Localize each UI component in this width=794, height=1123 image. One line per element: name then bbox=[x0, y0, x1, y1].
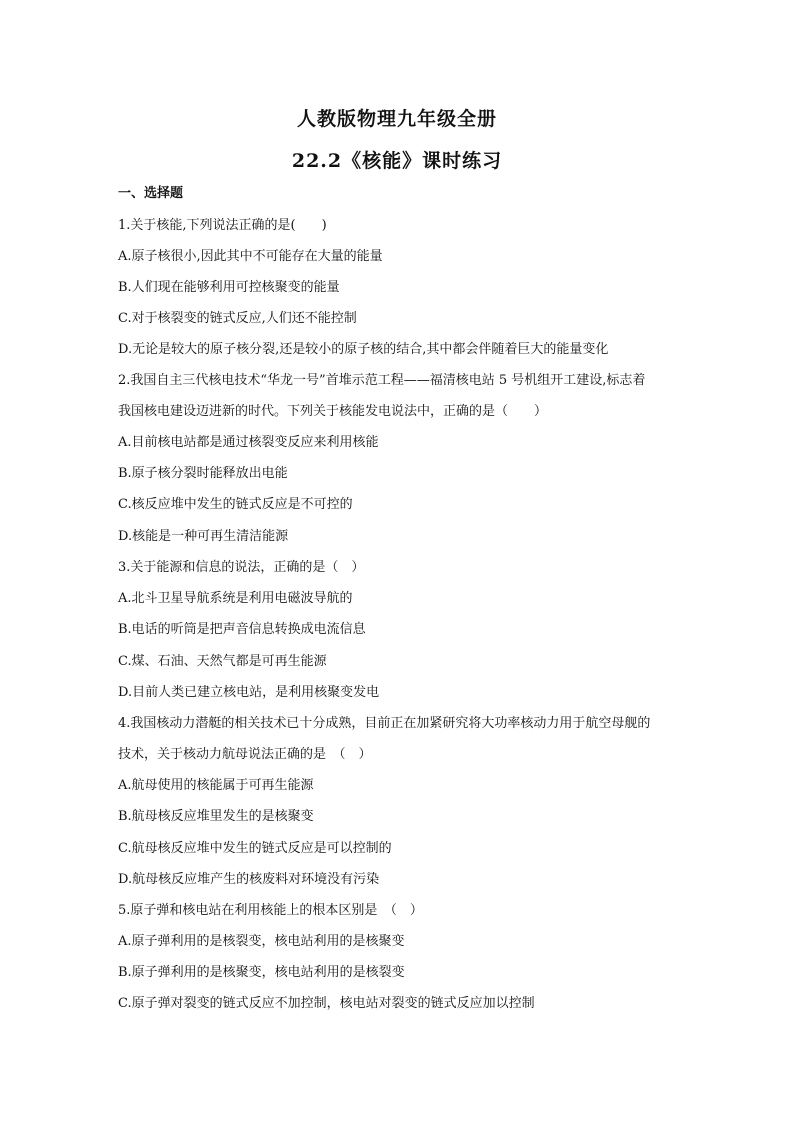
question-3-option-b: B.电话的听筒是把声音信息转换成电流信息 bbox=[118, 622, 366, 637]
document-subtitle: 22.2《核能》课时练习 bbox=[291, 150, 503, 172]
question-5-option-c: C.原子弹对裂变的链式反应不加控制，核电站对裂变的链式反应加以控制 bbox=[118, 996, 535, 1011]
question-4-option-d: D.航母核反应堆产生的核废料对环境没有污染 bbox=[118, 872, 380, 887]
section-heading: 一、选择题 bbox=[118, 186, 184, 201]
question-1-option-d: D.无论是较大的原子核分裂,还是较小的原子核的结合,其中都会伴随着巨大的能量变化 bbox=[118, 342, 609, 357]
question-4-option-b: B.航母核反应堆里发生的是核聚变 bbox=[118, 809, 314, 824]
question-1-option-b: B.人们现在能够利用可控核聚变的能量 bbox=[118, 280, 340, 295]
question-3-stem: 3.关于能源和信息的说法，正确的是（ ） bbox=[118, 560, 365, 575]
document-title: 人教版物理九年级全册 bbox=[296, 108, 497, 130]
question-3-option-c: C.煤、石油、天然气都是可再生能源 bbox=[118, 654, 327, 669]
question-2-option-c: C.核反应堆中发生的链式反应是不可控的 bbox=[118, 497, 353, 512]
question-4-option-c: C.航母核反应堆中发生的链式反应是可以控制的 bbox=[118, 841, 392, 856]
question-1-option-a: A.原子核很小,因此其中不可能存在大量的能量 bbox=[118, 249, 383, 264]
question-3-option-a: A.北斗卫星导航系统是利用电磁波导航的 bbox=[118, 591, 353, 606]
question-5-option-a: A.原子弹利用的是核裂变，核电站利用的是核聚变 bbox=[118, 934, 405, 949]
question-5-stem: 5.原子弹和核电站在利用核能上的根本区别是 （ ） bbox=[118, 903, 423, 918]
question-4-stem-line2: 技术，关于核动力航母说法正确的是 （ ） bbox=[118, 747, 372, 762]
question-1-option-c: C.对于核裂变的链式反应,人们还不能控制 bbox=[118, 311, 357, 326]
question-1-stem: 1.关于核能,下列说法正确的是( ) bbox=[118, 218, 327, 233]
question-3-option-d: D.目前人类已建立核电站，是利用核聚变发电 bbox=[118, 685, 380, 700]
question-4-stem-line1: 4.我国核动力潜艇的相关技术已十分成熟，目前正在加紧研究将大功率核动力用于航空母舰的 bbox=[118, 716, 651, 731]
question-2-option-b: B.原子核分裂时能释放出电能 bbox=[118, 466, 288, 481]
question-2-option-d: D.核能是一种可再生清洁能源 bbox=[118, 529, 289, 544]
question-4-option-a: A.航母使用的核能属于可再生能源 bbox=[118, 778, 314, 793]
question-5-option-b: B.原子弹利用的是核聚变，核电站利用的是核裂变 bbox=[118, 965, 405, 980]
question-2-stem-line2: 我国核电建设迈进新的时代。下列关于核能发电说法中，正确的是（ ） bbox=[118, 404, 548, 419]
question-2-stem-line1: 2.我国自主三代核电技术“华龙一号”首堆示范工程——福清核电站 5 号机组开工建设,标志着 bbox=[118, 373, 646, 388]
question-2-option-a: A.目前核电站都是通过核裂变反应来利用核能 bbox=[118, 435, 379, 450]
